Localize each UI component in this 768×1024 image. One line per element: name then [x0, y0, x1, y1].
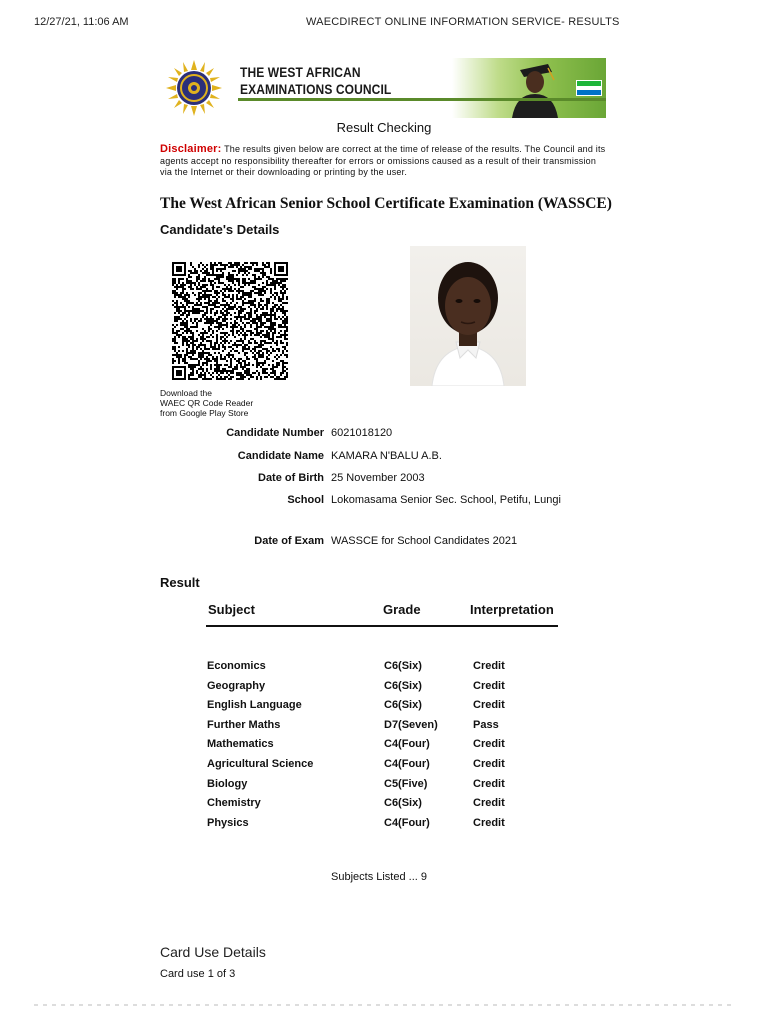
- interpretation-column-header: Interpretation: [470, 602, 554, 617]
- print-datetime: 12/27/21, 11:06 AM: [34, 16, 129, 28]
- result-subject: Mathematics: [207, 738, 274, 751]
- result-interpretation: Credit: [473, 816, 505, 829]
- exam-date-label: Date of Exam: [254, 535, 324, 547]
- disclaimer: [160, 144, 610, 179]
- result-interpretation: Credit: [473, 738, 505, 751]
- result-interpretation: Credit: [473, 758, 505, 770]
- school-value: Lokomasama Senior Sec. School, Petifu, Lungi: [331, 494, 561, 506]
- result-interpretation: Credit: [473, 660, 505, 672]
- banner-underline: [238, 98, 606, 101]
- exam-title: The West African Senior School Certificate Examination (WASSCE): [160, 195, 612, 212]
- table-header-rule: [206, 625, 558, 627]
- result-interpretation: Pass: [473, 718, 499, 731]
- subject-column-header: Subject: [208, 602, 255, 617]
- result-heading: Result: [160, 575, 200, 590]
- card-use-text: Card use 1 of 3: [160, 968, 236, 980]
- result-grade: C6(Six): [384, 797, 422, 810]
- candidate-number-label: Candidate Number: [226, 427, 324, 439]
- qr-note-line1: Download the: [160, 388, 212, 398]
- result-grade: C6(Six): [384, 699, 422, 712]
- result-interpretation: Credit: [473, 777, 505, 790]
- candidate-name-label: Candidate Name: [237, 450, 324, 462]
- qr-code-image: [172, 262, 288, 380]
- result-grade: C5(Five): [384, 777, 428, 790]
- candidate-photo: [410, 246, 526, 386]
- dob-value: 25 November 2003: [331, 472, 425, 484]
- waec-banner: [162, 58, 606, 118]
- result-grade: C4(Four): [384, 738, 430, 751]
- subjects-listed: Subjects Listed ... 9: [331, 871, 427, 883]
- qr-note: [160, 388, 253, 418]
- dob-label: Date of Birth: [258, 472, 324, 484]
- qr-note-line2: WAEC QR Code Reader: [160, 398, 254, 408]
- result-subject: Physics: [207, 816, 249, 829]
- result-subject: Economics: [207, 660, 266, 672]
- disclaimer-label: Disclaimer:: [160, 143, 222, 155]
- result-subject: English Language: [207, 699, 302, 712]
- result-grade: D7(Seven): [384, 718, 438, 731]
- result-subject: Chemistry: [207, 797, 261, 810]
- result-interpretation: Credit: [473, 797, 505, 810]
- result-interpretation: Credit: [473, 699, 505, 712]
- flag-icon: [576, 80, 602, 96]
- result-subject: Geography: [207, 679, 266, 692]
- result-grade: C4(Four): [384, 816, 430, 829]
- disclaimer-text: The results given below are correct at the time of release of the results. The Council and its agents accept no responsibility thereafter for errors or omissions caused as a result of their transmission via the Internet or their downloading or printing by the user.: [160, 144, 606, 177]
- result-grade: C4(Four): [384, 758, 430, 770]
- print-page-title: WAECDIRECT ONLINE INFORMATION SERVICE- RESULTS: [306, 16, 620, 28]
- candidate-name: KAMARA N'BALU A.B.: [331, 450, 442, 462]
- exam-date-value: WASSCE for School Candidates 2021: [331, 535, 518, 547]
- banner-title-line2: EXAMINATIONS COUNCIL: [240, 81, 392, 97]
- print-footer-url: [34, 1004, 734, 1006]
- card-use-heading: Card Use Details: [160, 944, 266, 960]
- result-checking-title: Result Checking: [336, 120, 432, 135]
- graduate-image: [502, 58, 566, 118]
- school-label: School: [287, 494, 324, 506]
- result-subject: Biology: [207, 777, 248, 790]
- waec-seal-icon: [166, 60, 222, 116]
- result-grade: C6(Six): [384, 660, 422, 672]
- candidate-details-heading: Candidate's Details: [160, 222, 280, 237]
- grade-column-header: Grade: [383, 602, 421, 617]
- candidate-number: 6021018120: [331, 427, 393, 439]
- result-subject: Agricultural Science: [207, 758, 314, 770]
- qr-note-line3: from Google Play Store: [160, 408, 249, 418]
- result-subject: Further Maths: [207, 718, 281, 731]
- result-interpretation: Credit: [473, 679, 505, 692]
- result-grade: C6(Six): [384, 679, 422, 692]
- banner-title-line1: THE WEST AFRICAN: [240, 64, 361, 80]
